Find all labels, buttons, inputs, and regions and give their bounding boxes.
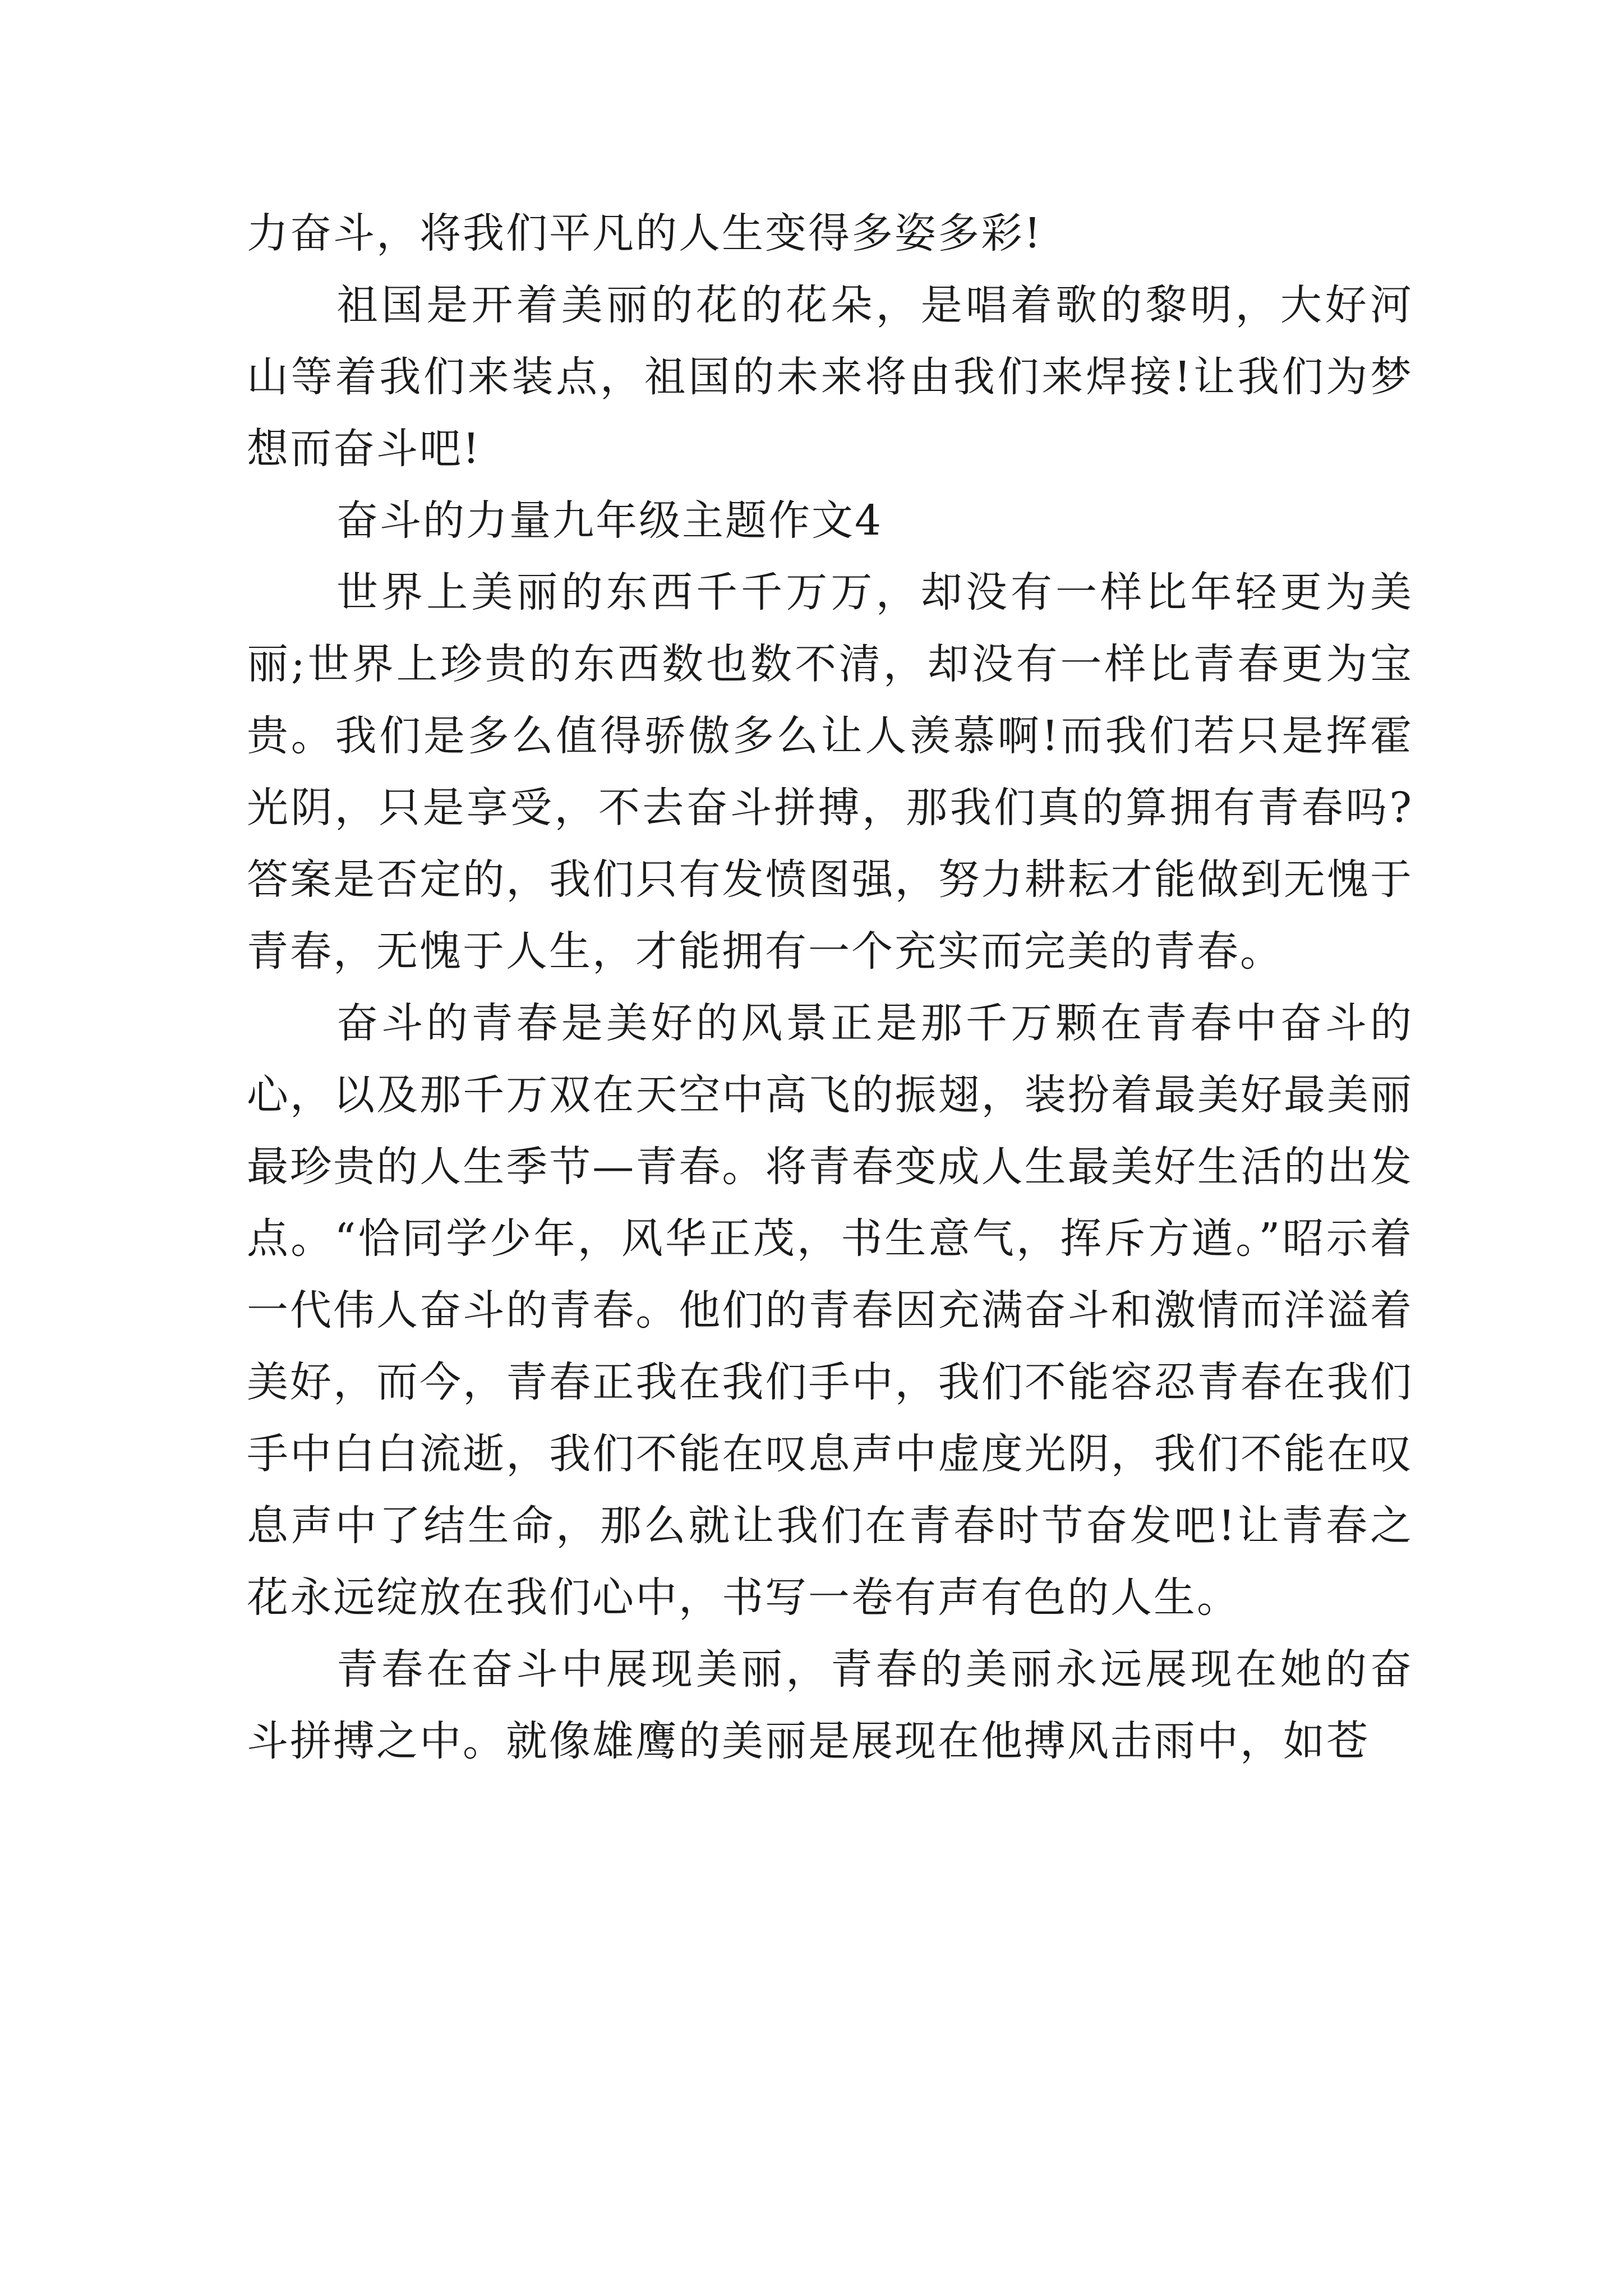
paragraph: 奋斗的青春是美好的风景正是那千万颗在青春中奋斗的心，以及那千万双在天空中高飞的振翅，装扮着最美好最美丽最珍贵的人生季节—青春。将青春变成人生最美好生活的出发点。“恰同学少年，风华正茂，书生意气，挥斥方遒。”昭示着一代伟人奋斗的青春。他们的青春因充满奋斗和激情而洋溢着美好，而今，青春正我在我们手中，我们不能容忍青春在我们手中白白流逝，我们不能在叹息声中虚度光阴，我们不能在叹息声中了结生命，那么就让我们在青春时节奋发吧!让青春之花永远绽放在我们心中，书写一卷有声有色的人生。 — [247, 999, 1413, 1622]
paragraph: 祖国是开着美丽的花的花朵，是唱着歌的黎明，大好河山等着我们来装点，祖国的未来将由我们来焊接!让我们为梦想而奋斗吧! — [247, 281, 1413, 473]
document-body — [247, 197, 1413, 1777]
essay-heading: 奋斗的力量九年级主题作文4 — [336, 496, 883, 545]
paragraph-continuation: 力奋斗，将我们平凡的人生变得多姿多彩! — [247, 209, 1043, 257]
paragraph: 世界上美丽的东西千千万万，却没有一样比年轻更为美丽;世界上珍贵的东西数也数不清，却没有一样比青春更为宝贵。我们是多么值得骄傲多么让人羡慕啊!而我们若只是挥霍光阴，只是享受，不去奋斗拼搏，那我们真的算拥有青春吗?答案是否定的，我们只有发愤图强，努力耕耘才能做到无愧于青春，无愧于人生，才能拥有一个充实而完美的青春。 — [247, 568, 1413, 976]
paragraph: 青春在奋斗中展现美丽，青春的美丽永远展现在她的奋斗拼搏之中。就像雄鹰的美丽是展现在他搏风击雨中，如苍 — [247, 1645, 1413, 1765]
